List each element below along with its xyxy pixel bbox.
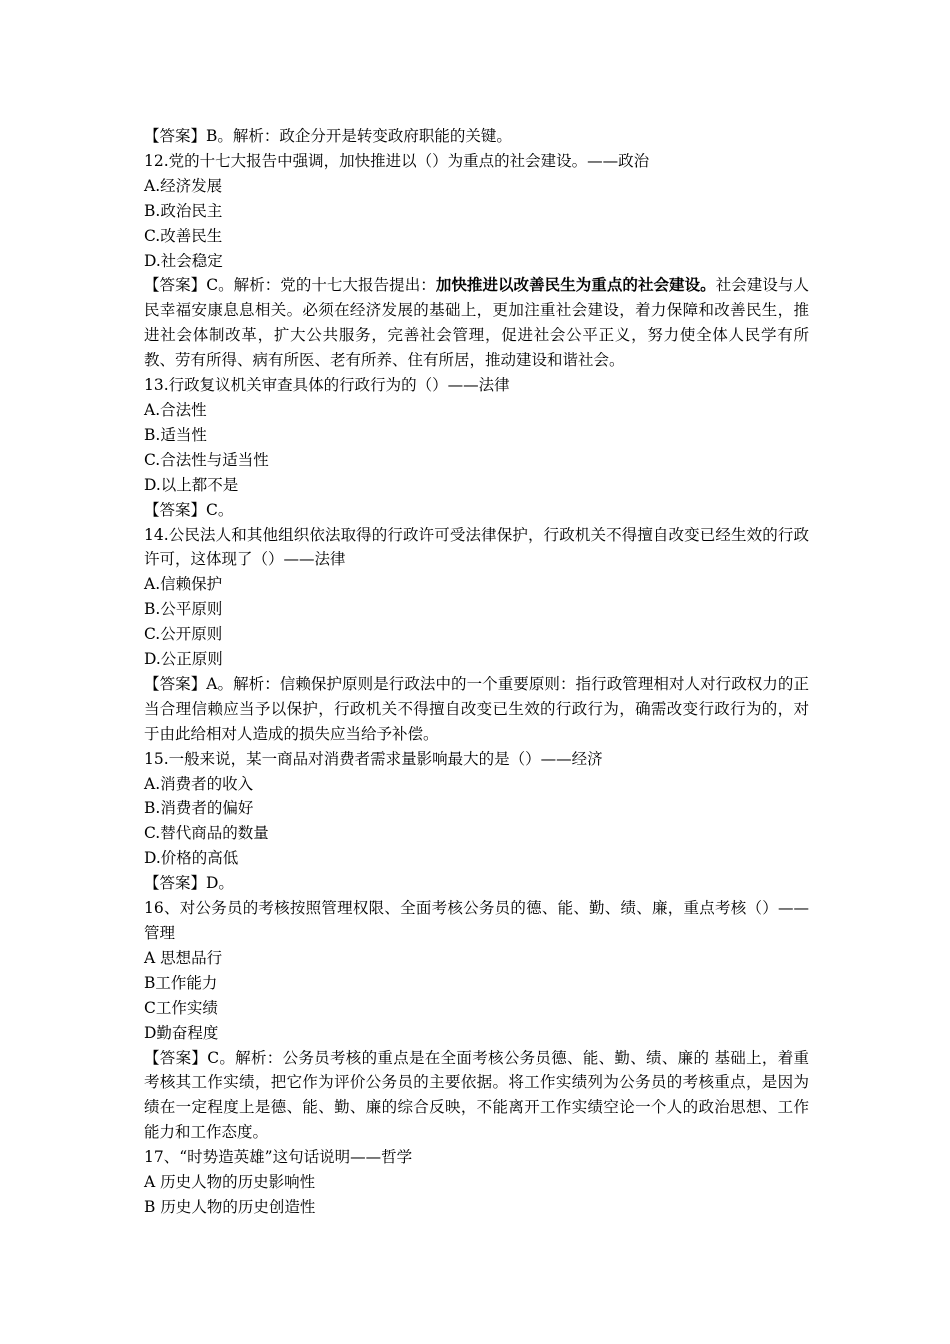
option-14-a: A.信赖保护 [144, 575, 223, 594]
option-14-b: B.公平原则 [144, 600, 223, 619]
option-16-c: C工作实绩 [144, 998, 218, 1017]
option-15-a: A.消费者的收入 [144, 774, 254, 793]
option-15-c: C.替代商品的数量 [144, 824, 269, 843]
question-13: 13.行政复议机关审查具体的行政行为的（）——法律 [144, 376, 510, 395]
answer-14: 【答案】A。解析：信赖保护原则是行政法中的一个重要原则：指行政管理相对人对行政权力的正当合理信赖应当予以保护，行政机关不得擅自改变已生效的行政行为，确需改变行政行为的，对于由此给相对人造成的损失应当给予补偿。 [144, 674, 809, 743]
answer-12-rest: 社会建设与人民幸福安康息息相关。必须在经济发展的基础上，更加注重社会建设，着力保障和改善民生，推进社会体制改革，扩大公共服务，完善社会管理，促进社会公平正义，努力使全体人民学有所教、劳有所得、病有所医、老有所养、住有所居，推动建设和谐社会。 [144, 276, 809, 370]
answer-13: 【答案】C。 [144, 500, 234, 519]
option-16-b: B工作能力 [144, 973, 218, 992]
option-12-c: C.改善民生 [144, 226, 223, 245]
question-17: 17、“时势造英雄”这句话说明——哲学 [144, 1148, 413, 1167]
question-15: 15.一般来说，某一商品对消费者需求量影响最大的是（）——经济 [144, 749, 603, 768]
option-14-d: D.公正原则 [144, 650, 223, 669]
option-13-d: D.以上都不是 [144, 475, 239, 494]
answer-16: 【答案】C。解析：公务员考核的重点是在全面考核公务员德、能、勤、绩、廉的 基础上，着重考核其工作实绩，把它作为评价公务员的主要依据。将工作实绩列为公务员的考核重点，是因为绩在一定程度上是德、能、勤、廉的综合反映，不能离开工作实绩空论一个人的政治思想、工作能力和工作态度。 [144, 1048, 809, 1142]
option-13-b: B.适当性 [144, 425, 207, 444]
question-12: 12.党的十七大报告中强调，加快推进以（）为重点的社会建设。——政治 [144, 151, 650, 170]
option-12-d: D.社会稳定 [144, 251, 223, 270]
option-17-a: A 历史人物的历史影响性 [144, 1173, 316, 1192]
option-15-d: D.价格的高低 [144, 849, 239, 868]
answer-12-prefix: 【答案】C。解析：党的十七大报告提出： [144, 276, 436, 295]
option-12-a: A.经济发展 [144, 176, 223, 195]
answer-12 [144, 273, 809, 373]
option-12-b: B.政治民主 [144, 201, 223, 220]
answer-15: 【答案】D。 [144, 874, 234, 893]
question-14: 14.公民法人和其他组织依法取得的行政许可受法律保护，行政机关不得擅自改变已经生效的行政许可，这体现了（）——法律 [144, 525, 809, 569]
question-16: 16、对公务员的考核按照管理权限、全面考核公务员的德、能、勤、绩、廉，重点考核（）——管理 [144, 899, 809, 942]
document-page [144, 124, 809, 1220]
answer-11: 【答案】B。解析：政企分开是转变政府职能的关键。 [144, 127, 512, 145]
option-15-b: B.消费者的偏好 [144, 799, 254, 818]
option-16-a: A 思想品行 [144, 948, 223, 967]
option-17-b: B 历史人物的历史创造性 [144, 1197, 316, 1216]
option-13-a: A.合法性 [144, 400, 207, 419]
option-14-c: C.公开原则 [144, 625, 223, 644]
answer-12-bold: 加快推进以改善民生为重点的社会建设。 [435, 275, 716, 295]
option-16-d: D勤奋程度 [144, 1023, 219, 1042]
option-13-c: C.合法性与适当性 [144, 450, 269, 469]
